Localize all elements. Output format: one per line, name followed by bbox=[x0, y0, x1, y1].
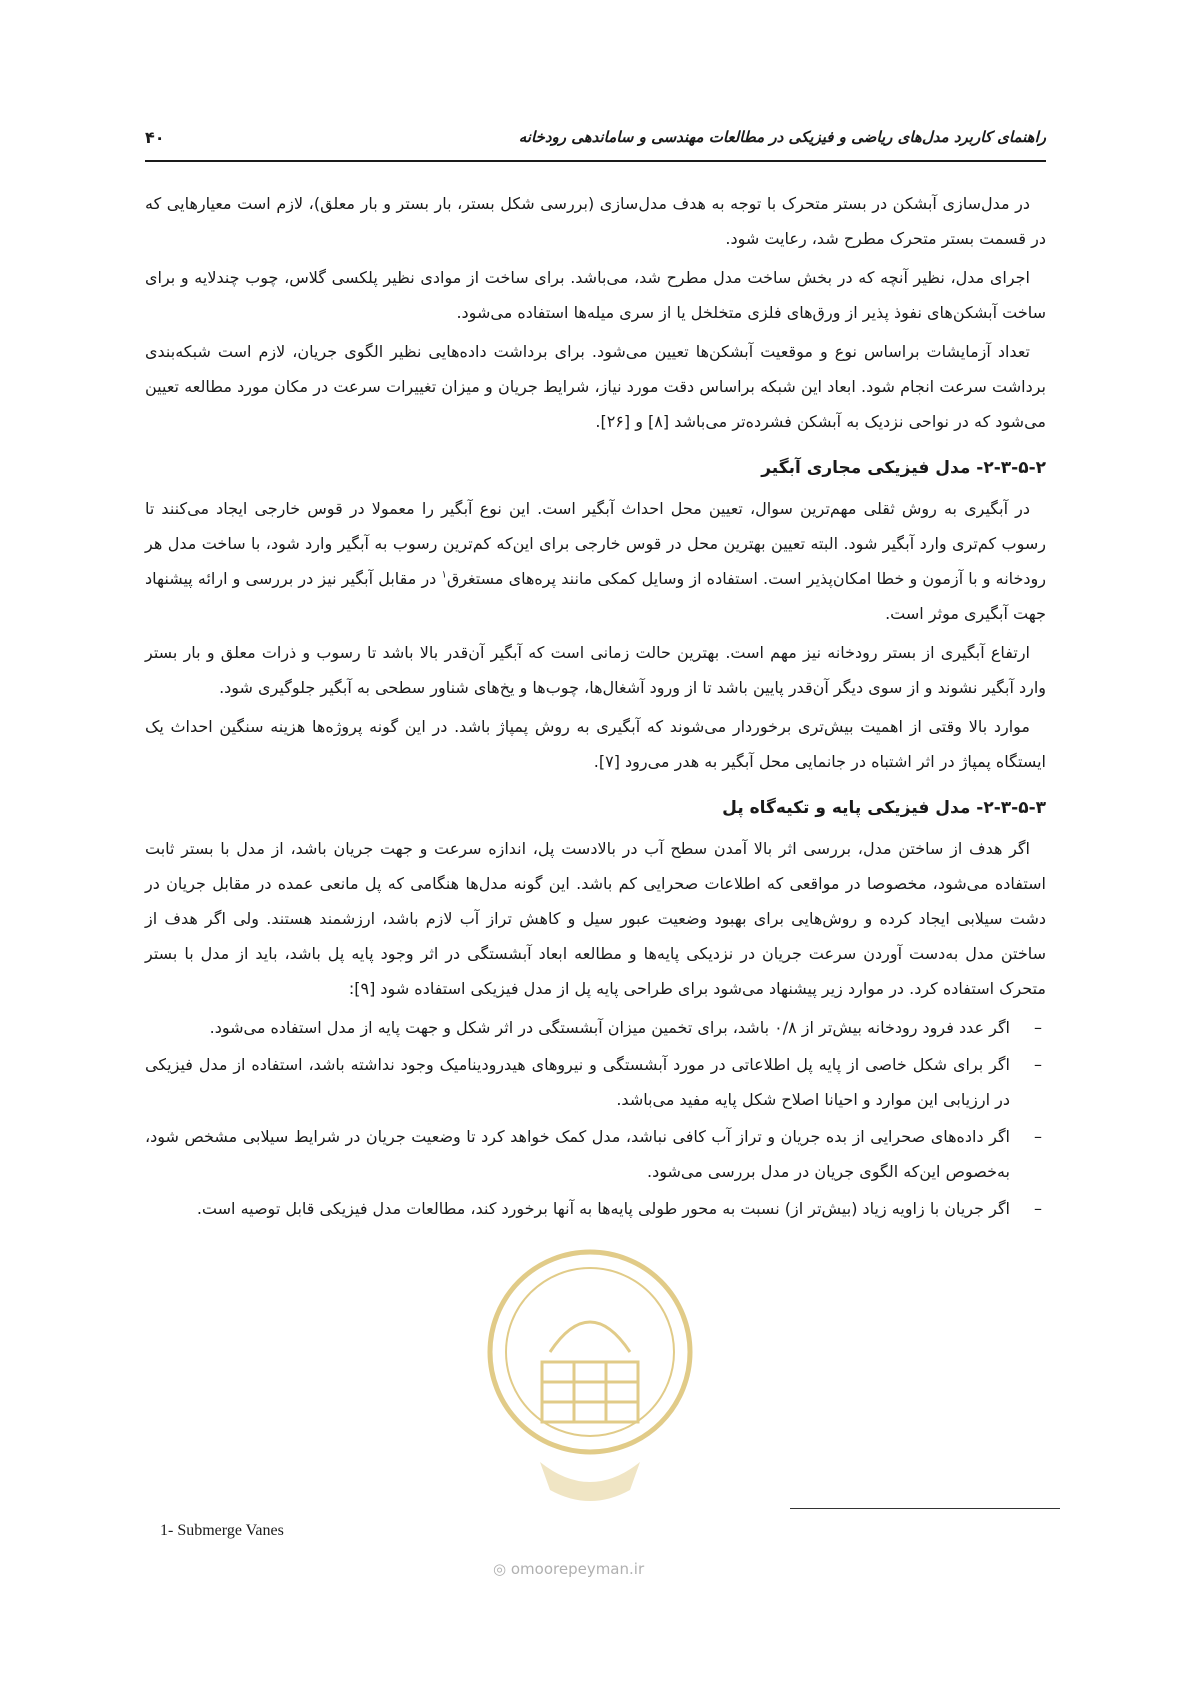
paragraph: موارد بالا وقتی از اهمیت بیش‌تری برخوردار می‌شوند که آبگیری به روش پمپاژ باشد. در این گونه پروژه‌ها هزینه سنگین احداث یک ایستگاه پمپاژ در اثر اشتباه در جانمایی محل آبگیر به هدر می‌رود [۷]. bbox=[145, 717, 1046, 771]
watermark-url-text: omoorepeyman.ir bbox=[510, 1560, 645, 1578]
watermark-url: ◎ omoorepeyman.ir bbox=[493, 1560, 645, 1578]
list-item bbox=[145, 1191, 1046, 1226]
page-number: ۴۰ bbox=[145, 128, 165, 147]
paragraph-text: در آبگیری به روش ثقلی مهم‌ترین سوال، تعیین محل احداث آبگیر است. این نوع آبگیر را معمولا در قوس خارجی ایجاد می‌کنند تا رسوب کم‌تری وارد آبگیر شود. البته تعیین بهترین محل در قوس خارجی برای این‌که کم‌ترین رسوب به آبگیر وارد شود، با ساخت مدل هر رودخانه و با آزمون و خطا امکان‌پذیر است. استفاده از وسایل کمکی مانند پره‌های مستغرق bbox=[145, 499, 1047, 588]
list-item-text: اگر برای شکل خاصی از پایه پل اطلاعاتی در مورد آبشستگی و نیروهای هیدرودینامیک وجود نداشته باشد، استفاده از مدل فیزیکی در ارزیابی این موارد و احیانا اصلاح شکل پایه مفید می‌باشد. bbox=[145, 1055, 1010, 1109]
paragraph: ارتفاع آبگیری از بستر رودخانه نیز مهم است. بهترین حالت زمانی است که آبگیر آن‌قدر بالا باشد تا رسوب و ذرات معلق و بار بستر وارد آبگیر نشوند و از سوی دیگر آن‌قدر پایین باشد تا از ورود آشغال‌ها، چوب‌ها و یخ‌های شناور سطحی به آبگیر جلوگیری شود. bbox=[145, 643, 1046, 697]
page-body bbox=[145, 186, 1046, 1228]
list-item bbox=[145, 1010, 1046, 1045]
dash-bullet: – bbox=[1034, 1018, 1042, 1037]
list-item bbox=[145, 1047, 1046, 1117]
list-item-text: اگر عدد فرود رودخانه بیش‌تر از ۰/۸ باشد، برای تخمین میزان آبشستگی در اثر شکل و جهت پایه از مدل استفاده می‌شود. bbox=[209, 1018, 1010, 1037]
paragraph: اگر هدف از ساختن مدل، بررسی اثر بالا آمدن سطح آب در بالادست پل، اندازه سرعت و جهت جریان باشد، از مدل با بستر ثابت استفاده می‌شود، مخصوصا در مواقعی که اطلاعات صحرایی کم باشد. این گونه مدل‌ها هنگامی که پل مانعی عمده در مقابل جریان در دشت سیلابی ایجاد کرده و روش‌هایی برای بهبود وضعیت عبور سیل و کاهش تراز آب لازم باشد، ارزشمند هستند. ولی اگر هدف از ساختن مدل به‌دست آوردن سرعت جریان در نزدیکی پایه‌ها و مطالعه ابعاد آبشستگی در اثر وجود پایه پل باشد، باید از مدل با بستر متحرک استفاده کرد. در موارد زیر پیشنهاد می‌شود برای طراحی پایه پل از مدل فیزیکی استفاده شود [۹]: bbox=[145, 839, 1046, 998]
paragraph: اجرای مدل، نظیر آنچه که در بخش ساخت مدل مطرح شد، می‌باشد. برای ساخت از موادی نظیر پلکسی گلاس، چوب چندلایه و برای ساخت آبشکن‌های نفوذ پذیر از ورق‌های فلزی متخلخل یا از سری میله‌ها استفاده می‌شود. bbox=[145, 268, 1046, 322]
list-item-text: اگر داده‌های صحرایی از بده جریان و تراز آب کافی نباشد، مدل کمک خواهد کرد تا وضعیت جریان در شرایط سیلابی مشخص شود، به‌خصوص این‌که الگوی جریان در مدل بررسی می‌شود. bbox=[145, 1127, 1010, 1181]
paragraph: تعداد آزمایشات براساس نوع و موقعیت آبشکن‌ها تعیین می‌شود. برای برداشت داده‌هایی نظیر الگوی جریان، لازم است شبکه‌بندی برداشت سرعت انجام شود. ابعاد این شبکه براساس دقت مورد نیاز، شرایط جریان و میزان تغییرات سرعت در مکان مورد مطالعه تعیین می‌شود که در نواحی نزدیک به آبشکن فشرده‌تر می‌باشد [۸] و [۲۶]. bbox=[145, 342, 1046, 431]
footnote-separator bbox=[790, 1508, 1060, 1509]
header-rule bbox=[145, 160, 1046, 162]
list-item-text: اگر جریان با زاویه زیاد (بیش‌تر از) نسبت به محور طولی پایه‌ها به آنها برخورد کند، مطالعات مدل فیزیکی قابل توصیه است. bbox=[196, 1199, 1010, 1218]
footnote: 1- Submerge Vanes bbox=[160, 1522, 284, 1539]
bullet-list bbox=[145, 1010, 1046, 1226]
running-title: راهنمای کاربرد مدل‌های ریاضی و فیزیکی در مطالعات مهندسی و ساماندهی رودخانه bbox=[518, 128, 1046, 146]
list-item bbox=[145, 1119, 1046, 1189]
paragraph: در مدل‌سازی آبشکن در بستر متحرک با توجه به هدف مدل‌سازی (بررسی شکل بستر، بار بستر و بار معلق)، لازم است معیارهایی که در قسمت بستر متحرک مطرح شد، رعایت شود. bbox=[145, 194, 1046, 248]
watermark-logo-icon bbox=[470, 1232, 710, 1522]
dash-bullet: – bbox=[1034, 1127, 1042, 1146]
paragraph bbox=[145, 491, 1046, 631]
paragraph-text: در مقابل آبگیر نیز در بررسی و ارائه پیشنهاد جهت آبگیری موثر است. bbox=[145, 569, 1046, 623]
footnote-reference[interactable]: ۱ bbox=[441, 569, 447, 581]
dash-bullet: – bbox=[1034, 1199, 1042, 1218]
page-header bbox=[145, 128, 1046, 158]
section-heading-intakes: ۲-۳-۵-۲- مدل فیزیکی مجاری آبگیر bbox=[761, 458, 1046, 478]
section-heading-bridge-piers: ۲-۳-۵-۳- مدل فیزیکی پایه و تکیه‌گاه پل bbox=[722, 798, 1046, 818]
dash-bullet: – bbox=[1034, 1055, 1042, 1074]
